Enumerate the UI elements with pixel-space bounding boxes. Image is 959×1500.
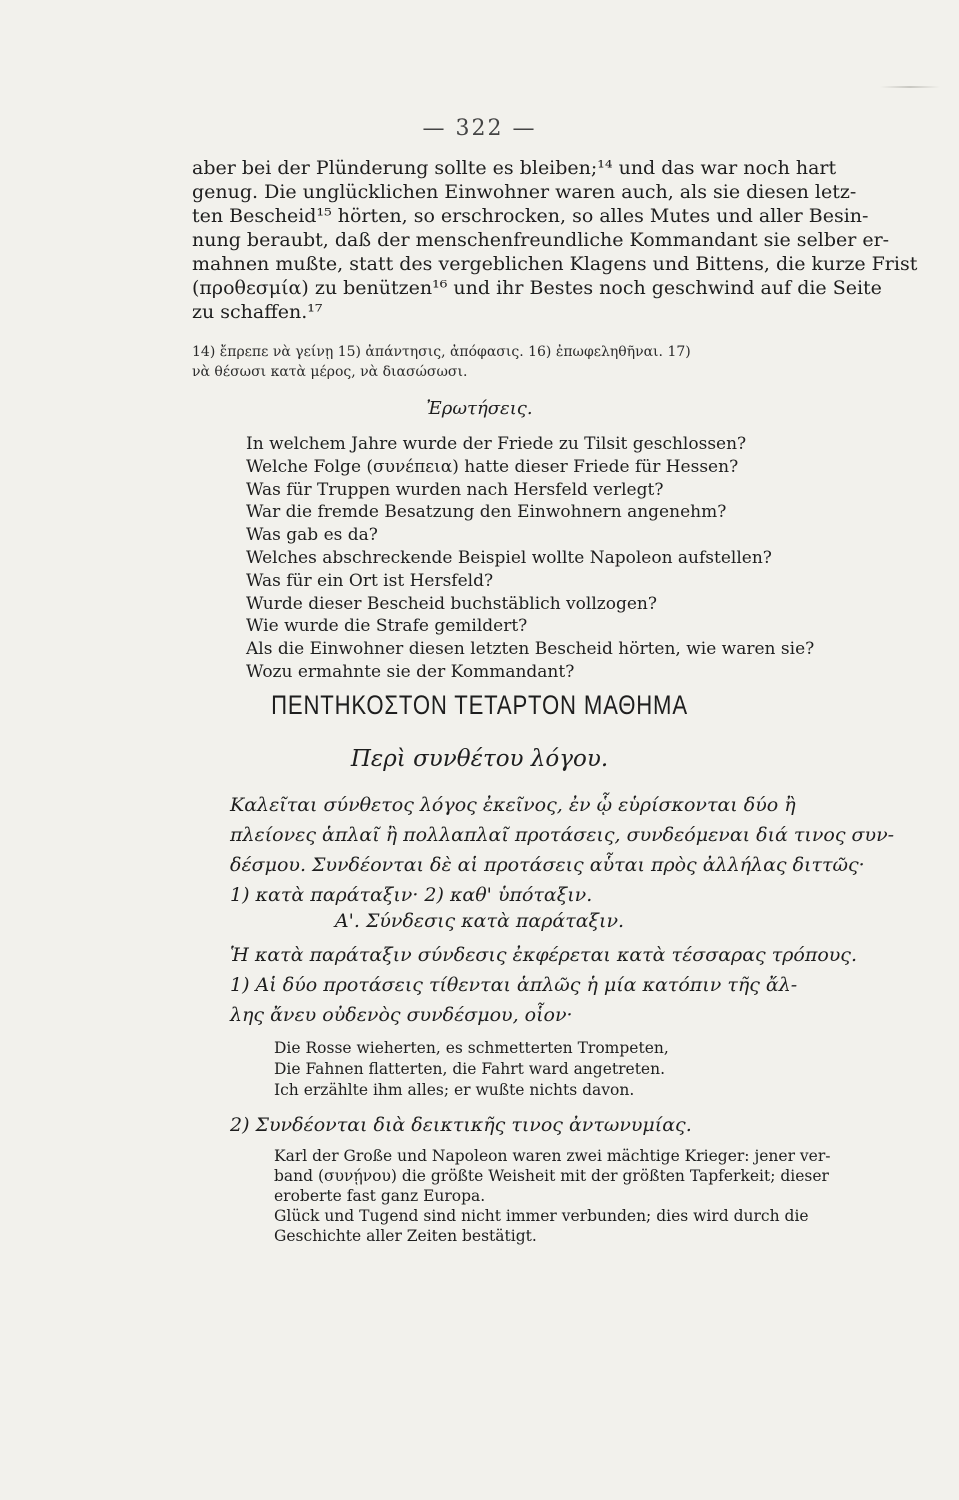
text-line: (προθεσμία) zu benützen¹⁶ und ihr Bestes noch geschwind auf die Seite	[192, 277, 882, 299]
questions-list	[246, 433, 815, 684]
question-item: Wozu ermahnte sie der Kommandant?	[246, 661, 575, 682]
example-line: Glück und Tugend sind nicht immer verbunden; dies wird durch die	[274, 1207, 809, 1225]
question-item: Wurde dieser Bescheid buchstäblich vollzogen?	[246, 593, 657, 614]
body-paragraph	[192, 156, 918, 324]
greek-line: δέσμου. Συνδέονται δὲ αἱ προτάσεις αὗται πρὸς ἀλλήλας διττῶς·	[230, 854, 865, 876]
text-line: zu schaffen.¹⁷	[192, 301, 323, 323]
section-heading: Α'. Σύνδεσις κατὰ παράταξιν.	[334, 910, 625, 932]
text-line: nung beraubt, daß der menschenfreundliche Kommandant sie selber er-	[192, 229, 890, 251]
greek-point-2: 2) Συνδέονται διὰ δεικτικῆς τινος ἀντωνυμίας.	[230, 1114, 692, 1136]
greek-line: 1) Αἱ δύο προτάσεις τίθενται ἁπλῶς ἡ μία κατόπιν τῆς ἄλ-	[230, 974, 798, 996]
footnotes	[192, 342, 812, 382]
example-block-1	[274, 1038, 754, 1101]
question-item: Was gab es da?	[246, 525, 378, 546]
page-number: — 322 —	[422, 116, 537, 141]
greek-line: Καλεῖται σύνθετος λόγος ἐκεῖνος, ἐν ᾧ εὑρίσκονται δύο ἢ	[230, 794, 796, 816]
greek-line: 1) κατὰ παράταξιν· 2) καθ' ὑπόταξιν.	[230, 884, 593, 906]
footnote-line: νὰ θέσωσι κατὰ μέρος, νὰ διασώσωσι.	[192, 364, 468, 380]
question-item: Als die Einwohner diesen letzten Bescheid hörten, wie waren sie?	[246, 639, 815, 660]
question-item: War die fremde Besatzung den Einwohnern angenehm?	[246, 502, 727, 523]
footnote-line: 14) ἔπρεπε νὰ γείνῃ 15) ἀπάντησις, ἀπόφασις. 16) ἐπωφεληθῆναι. 17)	[192, 344, 691, 360]
example-line: Geschichte aller Zeiten bestätigt.	[274, 1227, 537, 1245]
example-line: band (συνῄνου) die größte Weisheit mit der größten Tapferkeit; dieser	[274, 1167, 829, 1185]
greek-line: Ἡ κατὰ παράταξιν σύνδεσις ἐκφέρεται κατὰ τέσσαρας τρόπους.	[230, 944, 857, 966]
question-item: Welche Folge (συνέπεια) hatte dieser Friede für Hessen?	[246, 456, 739, 477]
paper-stain	[880, 86, 940, 88]
questions-heading: Ἐρωτήσεις.	[426, 398, 533, 419]
question-item: Welches abschreckende Beispiel wollte Napoleon aufstellen?	[246, 547, 772, 568]
greek-line: πλείονες ἁπλαῖ ἢ πολλαπλαῖ προτάσεις, συνδεόμεναι διά τινος συν-	[230, 824, 895, 846]
question-item: Wie wurde die Strafe gemildert?	[246, 616, 528, 637]
example-line: Ich erzählte ihm alles; er wußte nichts davon.	[274, 1081, 635, 1099]
question-item: Was für ein Ort ist Hersfeld?	[246, 570, 494, 591]
example-line: Karl der Große und Napoleon waren zwei mächtige Krieger: jener ver-	[274, 1147, 831, 1165]
greek-line: λης ἄνευ οὐδενὸς συνδέσμου, οἷον·	[230, 1004, 573, 1026]
example-line: eroberte fast ganz Europa.	[274, 1187, 486, 1205]
question-item: Was für Truppen wurden nach Hersfeld verlegt?	[246, 479, 664, 500]
greek-intro-paragraph	[230, 790, 895, 910]
example-line: Die Fahnen flatterten, die Fahrt ward angetreten.	[274, 1060, 666, 1078]
text-line: aber bei der Plünderung sollte es bleiben;¹⁴ und das war noch hart	[192, 157, 837, 179]
greek-section-paragraph	[230, 940, 857, 1030]
lesson-title: ΠΕΝΤΗΚΟΣΤΟΝ ΤΕΤΑΡΤΟΝ ΜΑΘΗΜΑ	[271, 690, 688, 720]
text-line: mahnen mußte, statt des vergeblichen Klagens und Bittens, die kurze Frist	[192, 253, 918, 275]
question-item: In welchem Jahre wurde der Friede zu Tilsit geschlossen?	[246, 434, 747, 454]
example-line: Die Rosse wieherten, es schmetterten Trompeten,	[274, 1039, 669, 1057]
lesson-subtitle: Περὶ συνθέτου λόγου.	[350, 746, 609, 772]
example-block-2	[274, 1146, 830, 1246]
text-line: genug. Die unglücklichen Einwohner waren auch, als sie diesen letz-	[192, 181, 857, 203]
text-line: ten Bescheid¹⁵ hörten, so erschrocken, so alles Mutes und aller Besin-	[192, 205, 869, 227]
